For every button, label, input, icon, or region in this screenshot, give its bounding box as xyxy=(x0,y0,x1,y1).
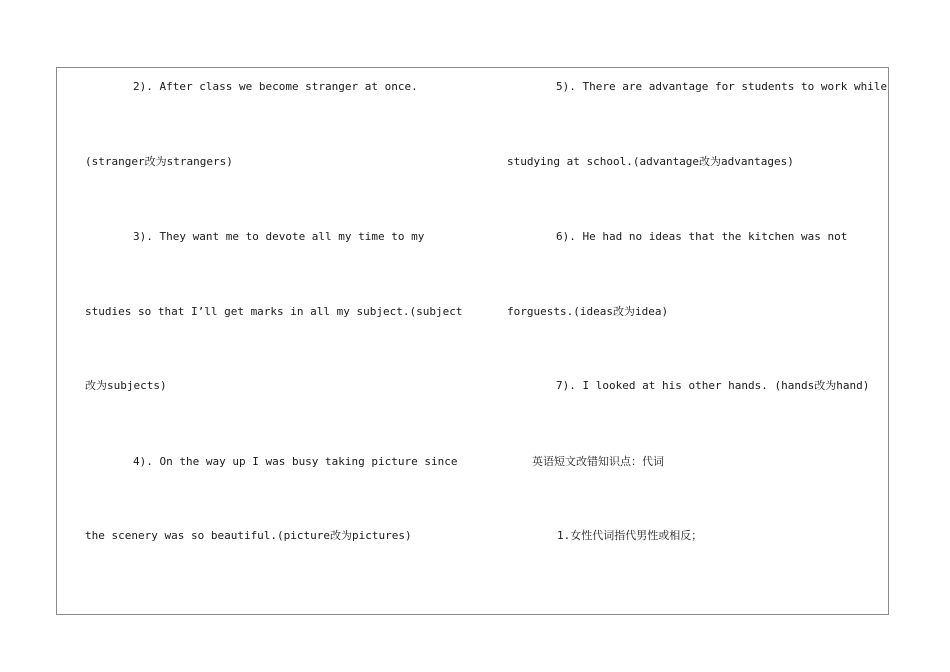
left-line-1: 2). After class we become stranger at once. xyxy=(133,80,418,93)
right-heading-pronouns: 英语短文改错知识点：代词 xyxy=(532,455,664,468)
left-line-7: the scenery was so beautiful.(picture改为pictures) xyxy=(85,529,412,542)
left-line-4: studies so that I’ll get marks in all my subject.(subject xyxy=(85,305,463,318)
left-line-6: 4). On the way up I was busy taking picture since xyxy=(133,455,458,468)
right-line-1: 5). There are advantage for students to work while xyxy=(556,80,888,93)
left-line-3: 3). They want me to devote all my time to my xyxy=(133,230,425,243)
right-line-2: studying at school.(advantage改为advantages) xyxy=(507,155,794,168)
left-line-2: (stranger改为strangers) xyxy=(85,155,233,168)
right-line-7: 1.女性代词指代男性或相反； xyxy=(557,529,703,542)
right-line-3: 6). He had no ideas that the kitchen was not xyxy=(556,230,848,243)
left-line-5: 改为subjects) xyxy=(85,379,167,392)
right-line-4: forguests.(ideas改为idea) xyxy=(507,305,669,318)
right-line-5: 7). I looked at his other hands. (hands改为hand) xyxy=(556,379,870,392)
